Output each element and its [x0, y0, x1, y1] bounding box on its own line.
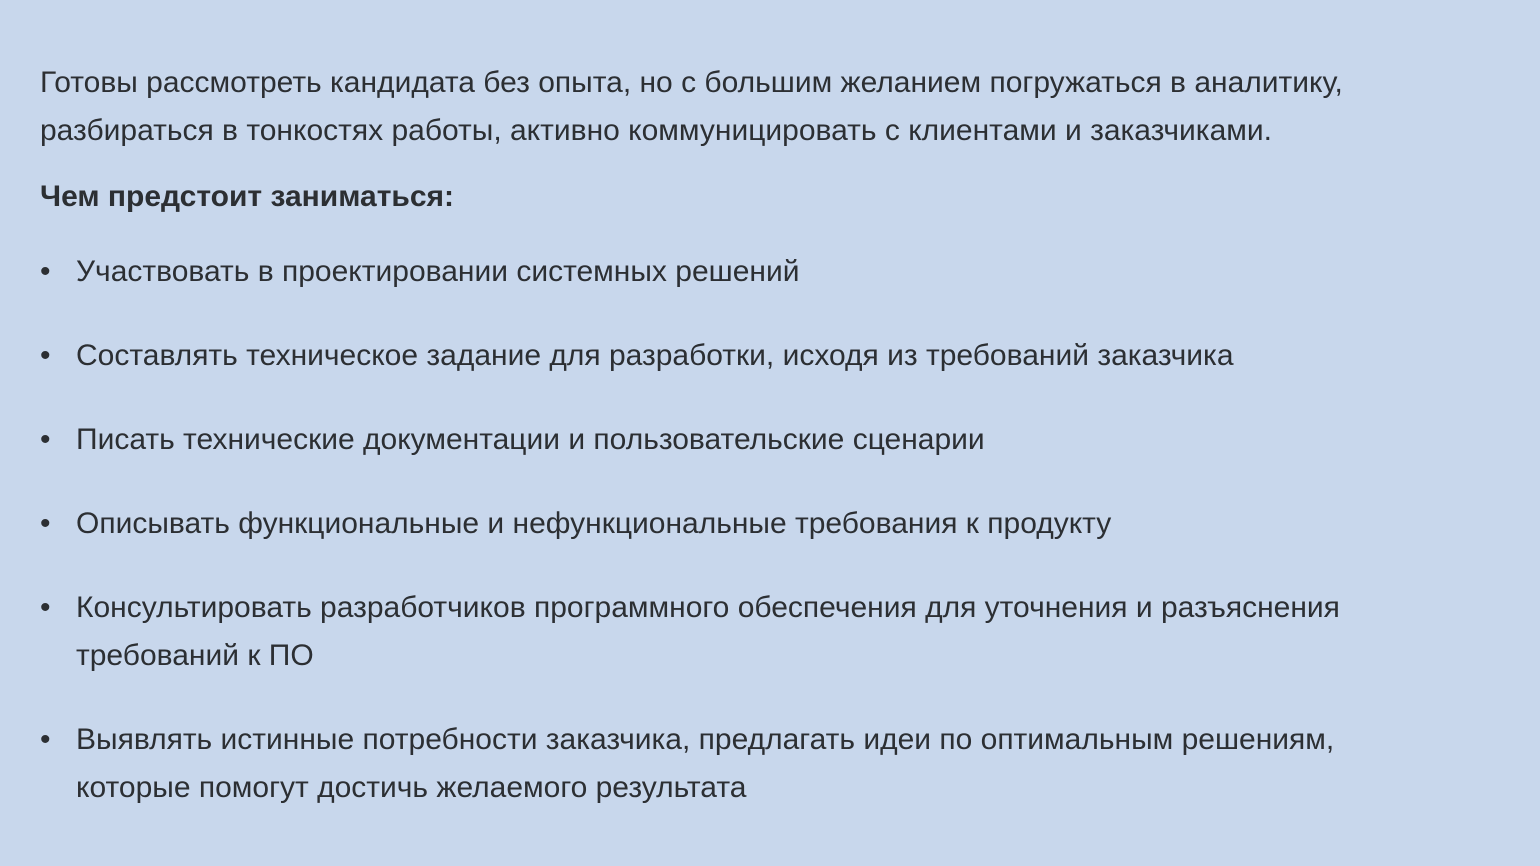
duty-line: Консультировать разработчиков программного обеспечения для уточнения и разъяснения — [76, 591, 1340, 624]
duty-line: Составлять техническое задание для разработки, исходя из требований заказчика — [76, 339, 1234, 372]
duty-line: Выявлять истинные потребности заказчика, предлагать идеи по оптимальным решениям, — [76, 723, 1335, 756]
bullet-icon: • — [40, 255, 51, 288]
list-item — [40, 500, 1510, 548]
duty-line: требований к ПО — [76, 639, 314, 672]
section-title: Чем предстоит заниматься: — [40, 180, 455, 213]
duty-line: Участвовать в проектировании системных решений — [76, 255, 800, 288]
list-item — [40, 332, 1510, 380]
duty-line: которые помогут достичь желаемого результата — [76, 771, 747, 804]
bullet-icon: • — [40, 339, 51, 372]
bullet-icon: • — [40, 507, 51, 540]
job-description — [40, 59, 1510, 812]
intro-line-1: Готовы рассмотреть кандидата без опыта, но с большим желанием погружаться в аналитику, — [40, 66, 1343, 99]
bullet-icon: • — [40, 723, 51, 756]
duties-list — [40, 248, 1510, 812]
list-item — [40, 416, 1510, 464]
intro-line-2: разбираться в тонкостях работы, активно коммуницировать с клиентами и заказчиками. — [40, 114, 1272, 147]
intro-paragraph — [40, 59, 1510, 155]
duty-line: Описывать функциональные и нефункциональные требования к продукту — [76, 507, 1112, 540]
list-item — [40, 584, 1510, 680]
duty-line: Писать технические документации и пользовательские сценарии — [76, 423, 985, 456]
bullet-icon: • — [40, 591, 51, 624]
list-item — [40, 716, 1510, 812]
list-item — [40, 248, 1510, 296]
bullet-icon: • — [40, 423, 51, 456]
